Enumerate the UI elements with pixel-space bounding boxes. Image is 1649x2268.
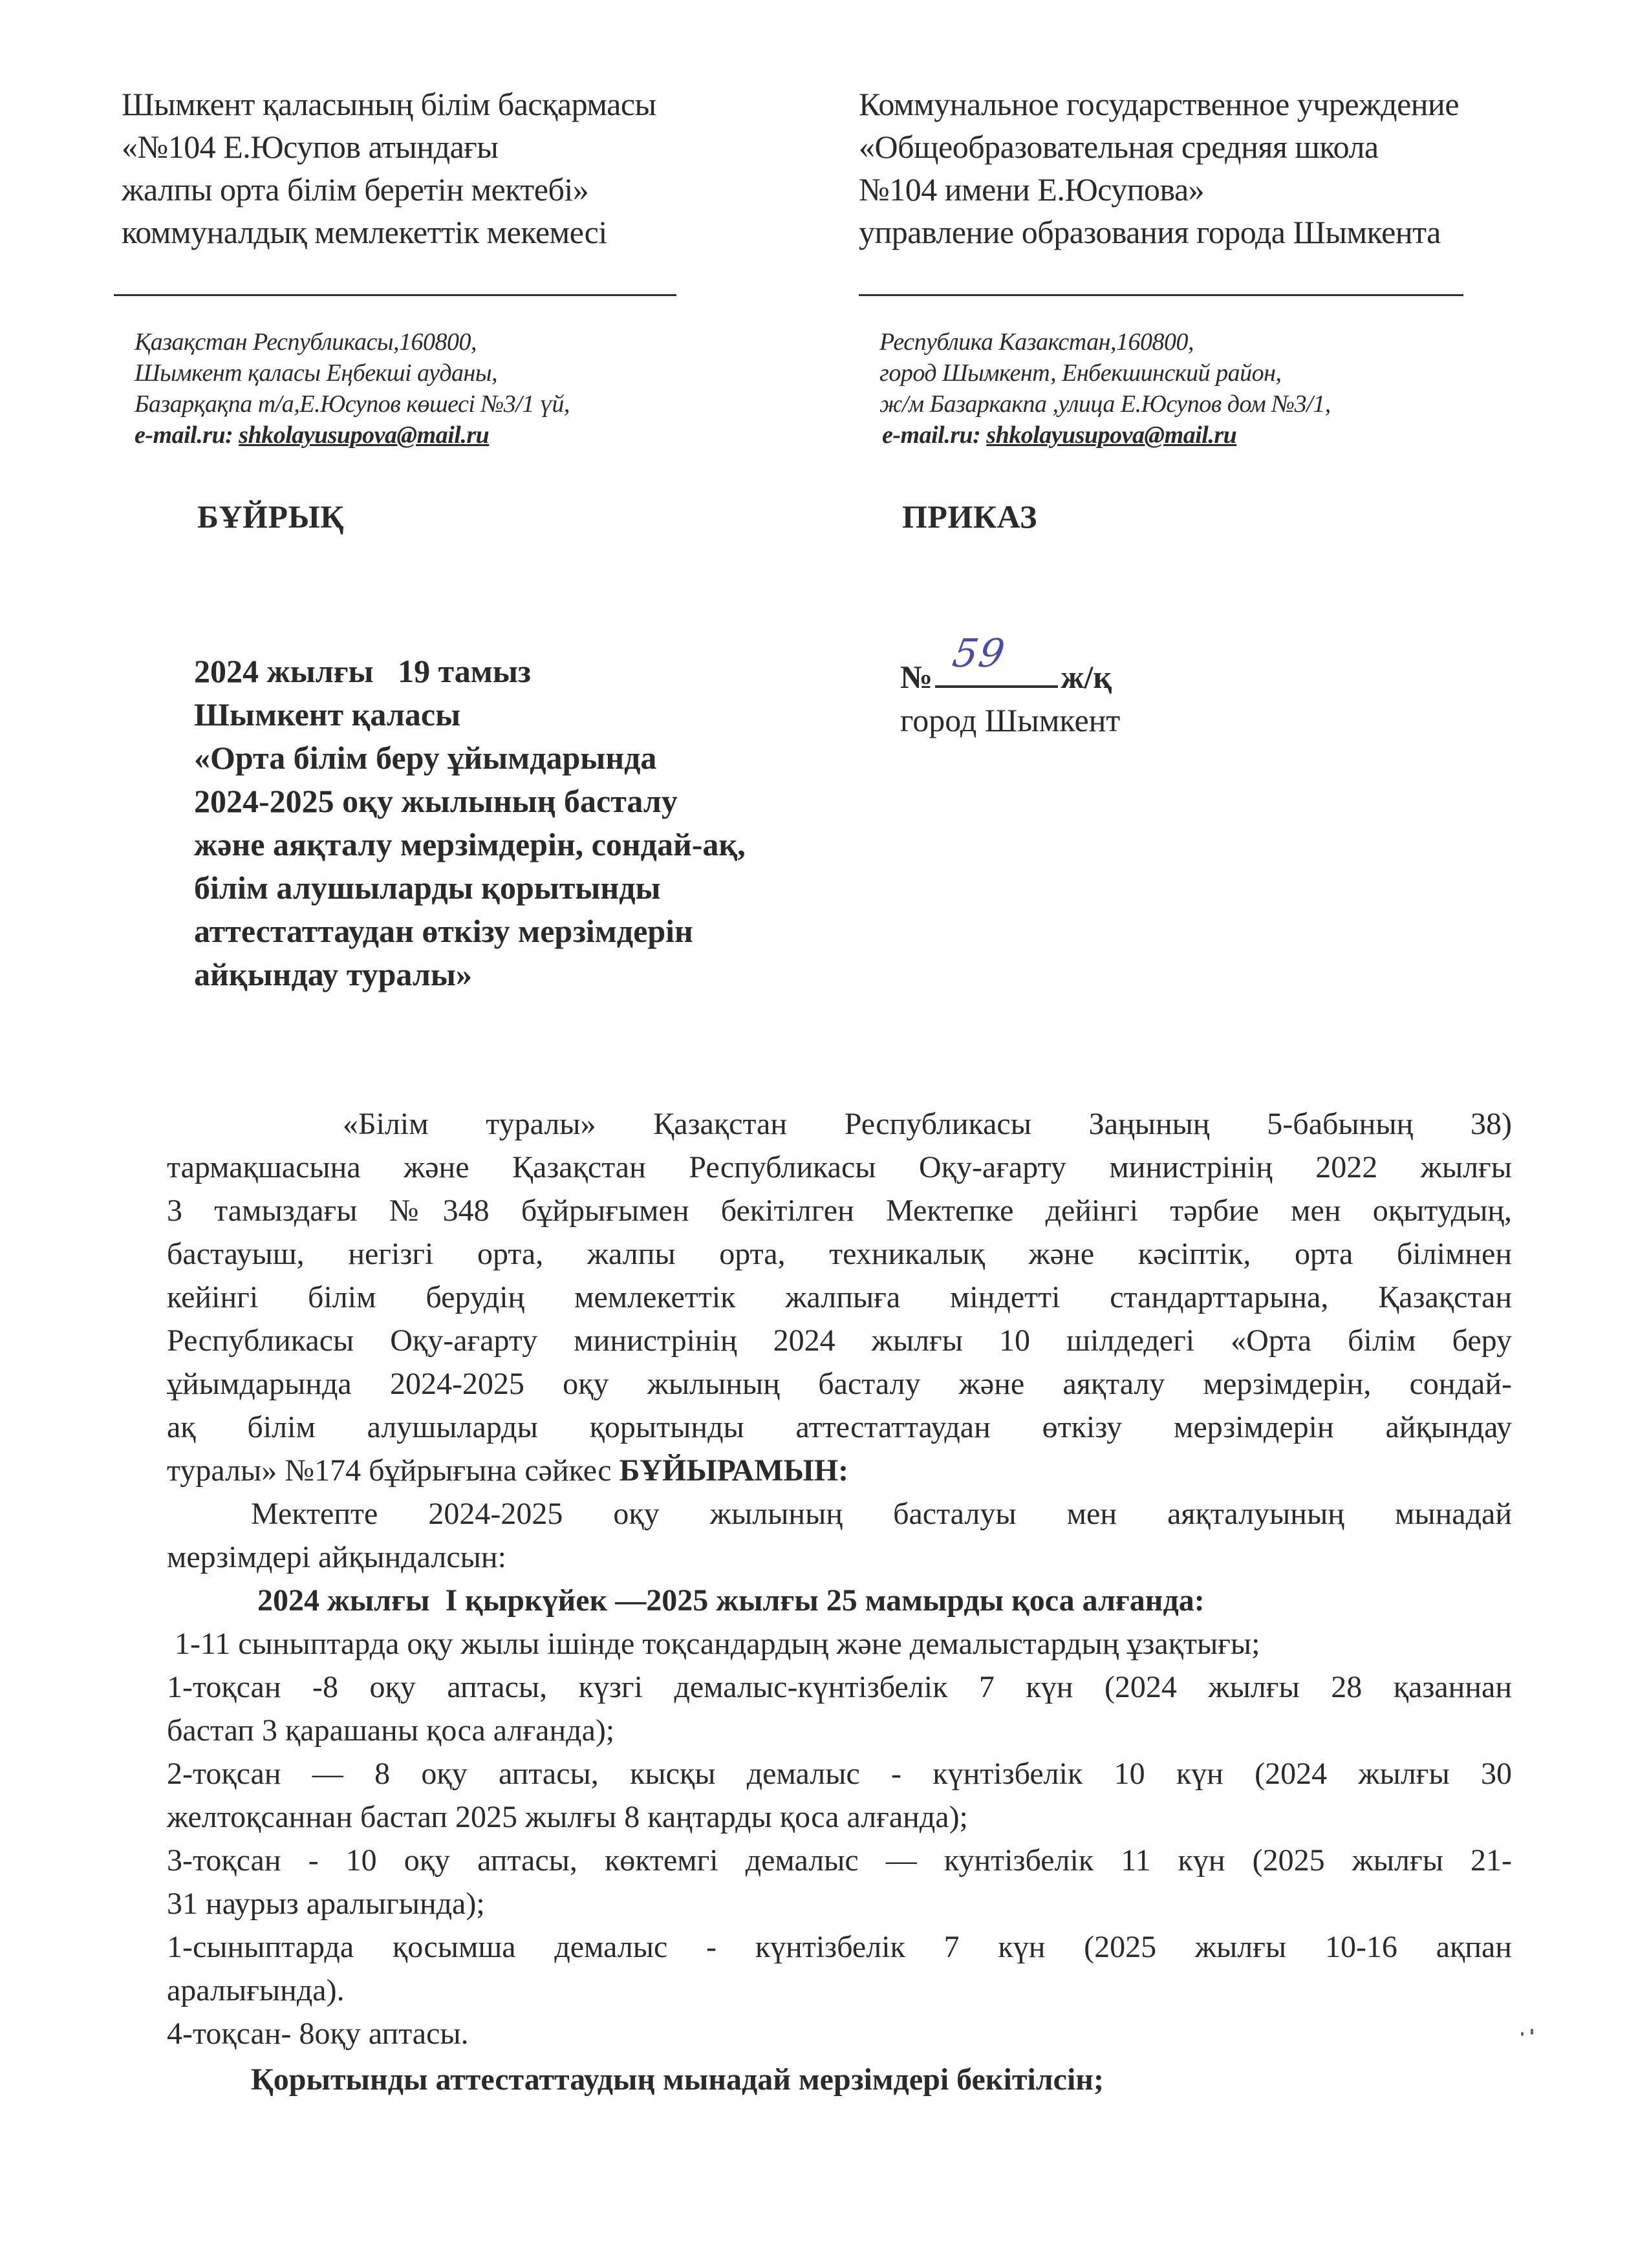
number-field — [935, 631, 1058, 688]
document-body — [167, 1102, 1512, 2101]
schedule-line: 31 наурыз аралыгында); — [167, 1887, 485, 1921]
schedule-line: 3-тоқсан - 10 оқу аптасы, көктемгі демалыс — кунтізбелік 11 күн (2025 жылғы 21- — [167, 1843, 1512, 1878]
order-title-line: аттестаттаудан өткізу мерзімдерін — [194, 913, 693, 949]
period-heading: 2024 жылғы І қыркүйек —2025 жылғы 25 мамырды қоса алғанда: — [257, 1583, 1205, 1618]
handwritten-number: 59 — [949, 631, 1009, 676]
header-ru-divider — [859, 294, 1463, 296]
address-kz-line: Шымкент қаласы Еңбекші ауданы, — [135, 359, 498, 387]
order-number — [900, 631, 1112, 696]
order-title-line: «Орта білім беру ұйымдарында — [194, 740, 657, 776]
preamble-line: «Білім туралы» Қазақстан Республикасы Заңының 5-бабының 38) — [343, 1107, 1512, 1141]
order-date: 2024 жылғы 19 тамыз — [194, 653, 531, 689]
doc-type-kz: БҰЙРЫҚ — [197, 498, 344, 535]
header-ru-line: Коммунальное государственное учреждение — [859, 86, 1460, 122]
schedule-line: 2-тоқсан — 8 оқу аптасы, кысқы демалыс - күнтізбелік 10 күн (2024 жылғы 30 — [167, 1757, 1512, 1791]
number-suffix: ж/қ — [1061, 659, 1112, 695]
address-kz-line: Қазақстан Республикасы,160800, — [135, 328, 477, 356]
header-kz-line: «№104 Е.Юсупов атындағы — [122, 129, 499, 165]
email-row-ru — [879, 420, 1331, 451]
order-city-ru: город Шымкент — [900, 702, 1121, 738]
scan-speck — [1531, 2029, 1533, 2035]
email-row-kz — [135, 420, 570, 451]
order-word: БҰЙЫРАМЫН: — [619, 1453, 849, 1488]
header-kz-line: Шымкент қаласының білім басқармасы — [122, 86, 656, 122]
preamble-line: кейінгі білім берудің мемлекеттік жалпыға міндетті стандарттарына, Қазақстан — [167, 1280, 1512, 1314]
schedule-line: 1-тоқсан -8 оқу аптасы, күзгі демалыс-күнтізбелік 7 күн (2024 жылғы 28 қазаннан — [167, 1670, 1512, 1704]
email-label-kz: e-mail.ru: — [135, 422, 233, 449]
email-link-ru[interactable]: shkolayusupova@mail.ru — [986, 422, 1237, 449]
number-prefix: № — [900, 659, 933, 695]
address-ru-line: Республика Казакстан,160800, — [879, 328, 1194, 356]
header-ru-line: №104 имени Е.Юсупова» — [859, 171, 1205, 208]
schedule-line: бастап 3 қарашаны қоса алғанда); — [167, 1713, 615, 1748]
preamble-line: ұйымдарында 2024-2025 оқу жылының басталу және аяқталу мерзімдерін, сондай- — [167, 1367, 1512, 1401]
header-kz-divider — [114, 294, 676, 296]
preamble-line: ақ білім алушыларды қорытынды аттестаттаудан өткізу мерзімдерін айқындау — [167, 1410, 1512, 1444]
header-ru-line: «Общеобразовательная средняя школа — [859, 129, 1379, 165]
address-kz — [135, 326, 570, 451]
schedule-line: аралығында). — [167, 1973, 345, 2007]
email-label-ru: e-mail.ru: — [882, 422, 981, 449]
schedule-line: 1-сыныптарда қосымша демалыс - күнтізбелік 7 күн (2025 жылғы 10-16 ақпан — [167, 1930, 1512, 1964]
address-ru-line: город Шымкент, Енбекшинский район, — [879, 359, 1282, 387]
preamble-line: Республикасы Оқу-ағарту министрінің 2024 жылғы 10 шілдедегі «Орта білім беру — [167, 1323, 1512, 1358]
attestation-heading: Қорытынды аттестаттаудың мынадай мерзімдері бекітілсін; — [251, 2062, 1104, 2097]
schedule-line: 1-11 сыныптарда оқу жылы ішінде тоқсандардың және демалыстардың ұзақтығы; — [167, 1627, 1260, 1661]
order-title-line: және аяқталу мерзімдерін, сондай-ақ, — [194, 826, 746, 862]
header-ru — [859, 83, 1459, 253]
address-ru-line: ж/м Базаркакпа ,улица Е.Юсупов дом №3/1, — [879, 390, 1331, 418]
preamble-line: тармақшасына және Қазақстан Республикасы Оқу-ағарту министрінің 2022 жылғы — [167, 1150, 1512, 1184]
para1-line: Мектепте 2024-2025 оқу жылының басталуы мен аяқталуының мынадай — [251, 1497, 1512, 1531]
preamble-line: бастауыш, негізгі орта, жалпы орта, техникалық және кәсіптік, орта білімнен — [167, 1237, 1512, 1271]
preamble-line: 3 тамыздағы №348 бұйрығымен бекітілген Мектепке дейінгі тәрбие мен оқытудың, — [167, 1193, 1512, 1228]
preamble-last-line — [167, 1449, 1512, 1492]
order-title-line: айқындау туралы» — [194, 956, 472, 992]
email-link-kz[interactable]: shkolayusupova@mail.ru — [239, 422, 490, 449]
header-ru-line: управление образования города Шымкента — [859, 214, 1441, 250]
order-title-block — [194, 650, 746, 996]
order-title-line: 2024-2025 оқу жылының басталу — [194, 783, 678, 819]
schedule-line: желтоқсаннан бастап 2025 жылғы 8 каңтарды қоса алғанда); — [167, 1800, 968, 1834]
scan-speck — [1521, 2032, 1524, 2036]
header-kz — [122, 83, 656, 253]
header-kz-line: жалпы орта білім беретін мектебі» — [122, 171, 589, 208]
order-title-line: білім алушыларды қорытынды — [194, 870, 661, 906]
para1-line: мерзімдері айқындалсын: — [167, 1540, 506, 1574]
schedule-list — [167, 1622, 1512, 2055]
address-ru — [879, 326, 1331, 451]
schedule-line: 4-тоқсан- 8оқу аптасы. — [167, 2017, 469, 2051]
address-kz-line: Базарқақпа т/а,Е.Юсупов көшесі №3/1 үй, — [135, 390, 570, 418]
header-kz-line: коммуналдық мемлекеттік мекемесі — [122, 214, 607, 250]
preamble-last: туралы» №174 бұйрығына сәйкес — [167, 1453, 612, 1488]
doc-type-ru: ПРИКАЗ — [902, 498, 1037, 535]
order-city-kz: Шымкент қаласы — [194, 696, 461, 733]
